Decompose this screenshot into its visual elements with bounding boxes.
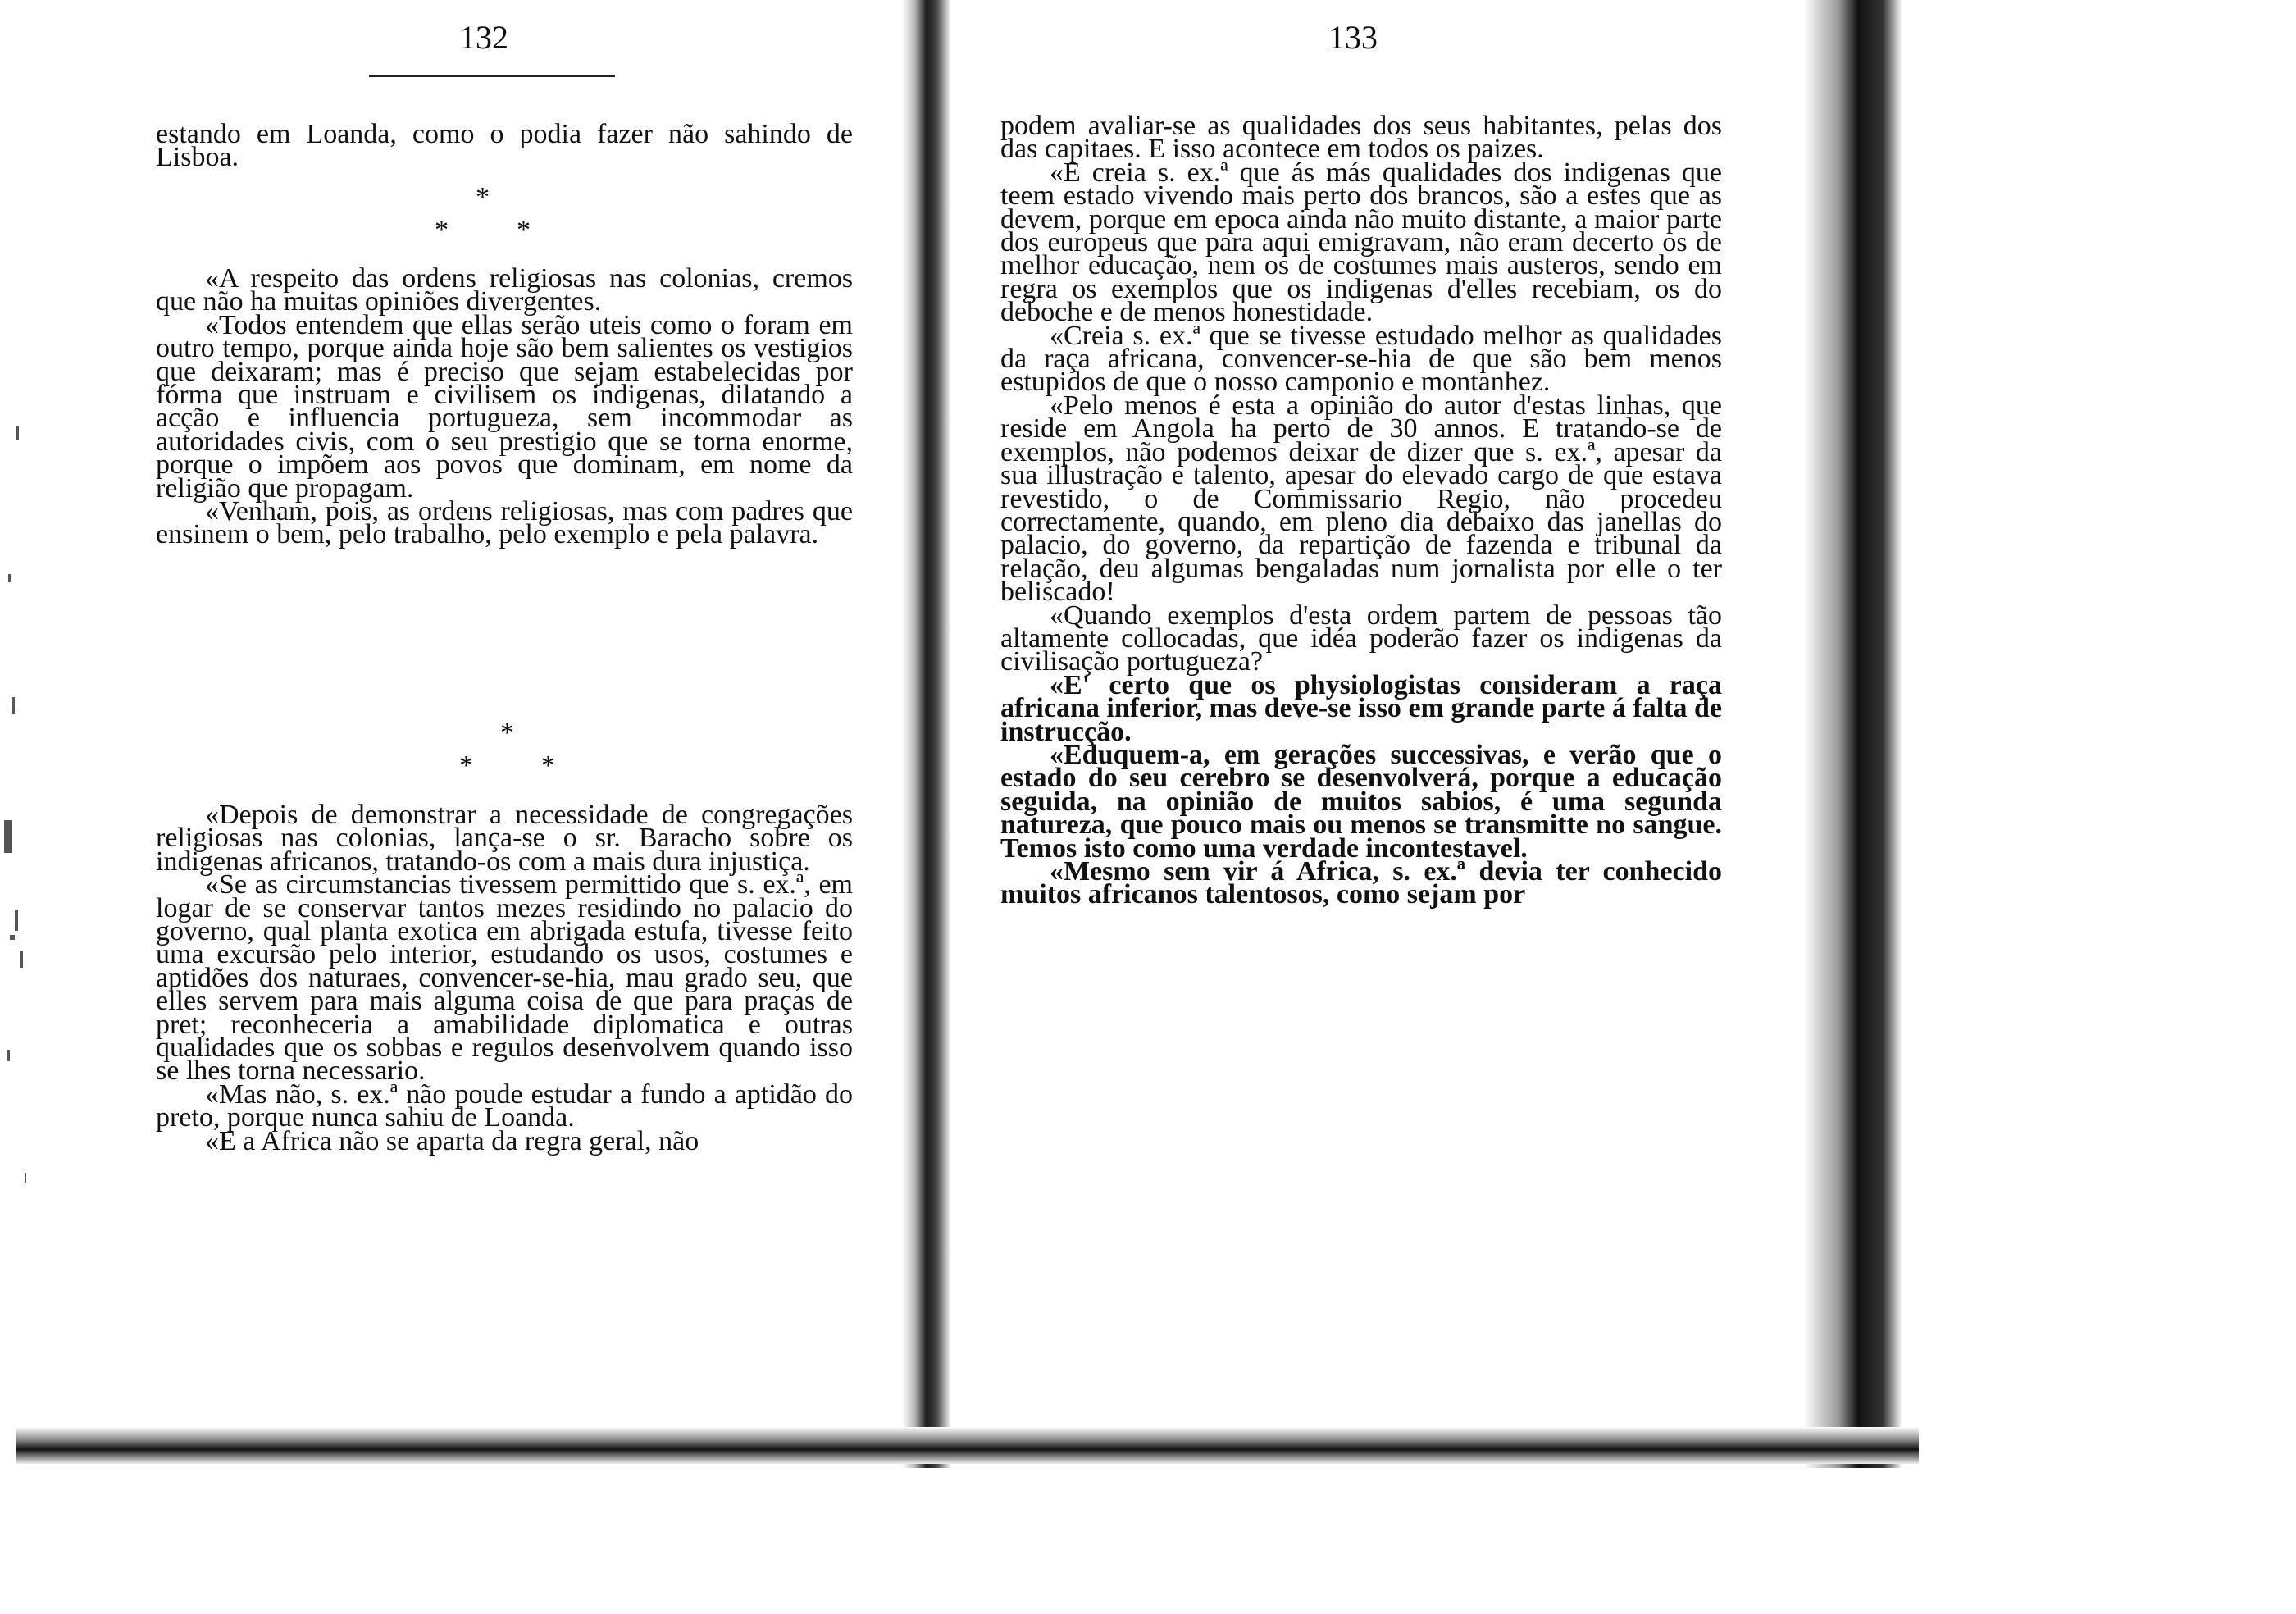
asterism-star: * (459, 750, 473, 781)
right-page-edge-shadow (1804, 0, 1902, 1468)
right-page (1000, 0, 1722, 1427)
paragraph: «Creia s. ex.ª que se tivesse estudado melhor as qualidades da raça africana, convencer-se-hia de que são bem menos estupidos de que o nosso camponio e montanhez. (1000, 320, 1722, 398)
asterism-star: * (435, 215, 449, 245)
paragraph: «Pelo menos é esta a opinião do autor d'estas linhas, que reside em Angola ha perto de 30 annos. E tratando-se de exemplos, não podemos deixar de dizer que s. ex.ª, apesar da sua illustração e talento, apesar do elevado cargo de que estava revestido, o de Commissario Regio, não procedeu correctamente, quando, em pleno dia debaixo das janellas do palacio, do governo, da repartição de fazenda e tribunal da relação, deu algumas bengaladas num jornalista por elle o ter beliscado! (1000, 390, 1722, 608)
paragraph: «Eduquem-a, em gerações successivas, e verão que o estado do seu cerebro se desenvolverá, porque a educação seguida, na opinião de muitos sabios, é uma segunda natureza, que pouco mais ou menos se transmitte no sangue. Temos isto como uma verdade incontestavel. (1000, 739, 1722, 864)
paragraph: «Mas não, s. ex.ª não poude estudar a fundo a aptidão do preto, porque nunca sahiu de Loanda. (156, 1078, 853, 1133)
left-page (156, 0, 853, 1427)
page-number: 133 (1328, 19, 1378, 56)
paragraph: «Quando exemplos d'esta ordem partem de pessoas tão altamente collocadas, que idéa poderão fazer os indigenas da civilisação portugueza? (1000, 600, 1722, 677)
book-gutter-shadow (902, 0, 951, 1468)
asterism-star: * (517, 215, 531, 245)
left-text-block-2 (156, 263, 853, 550)
asterism-star: * (541, 750, 555, 781)
paragraph: «A respeito das ordens religiosas nas colonias, cremos que não ha muitas opiniões divergentes. (156, 263, 853, 317)
left-text-block-3 (156, 800, 853, 1156)
page-number: 132 (459, 19, 508, 56)
asterism-star: * (500, 718, 514, 748)
paragraph: «Venham, pois, as ordens religiosas, mas com padres que ensinem o bem, pelo trabalho, pelo exemplo e pela palavra. (156, 496, 853, 550)
paragraph: «Mesmo sem vir á Africa, s. ex.ª devia ter conhecido muitos africanos talentosos, como sejam por (1000, 856, 1722, 910)
asterism-divider (459, 718, 623, 781)
paragraph: «E' certo que os physiologistas consideram a raça africana inferior, mas deve-se isso em grande parte á falta de instrucção. (1000, 669, 1722, 747)
scan-noise-left-margin (0, 410, 49, 1230)
left-text-block-1 (156, 119, 853, 173)
header-rule (369, 75, 615, 77)
paragraph: podem avaliar-se as qualidades dos seus habitantes, pelas dos das capitaes. E isso acontece em todos os paizes. (1000, 111, 1722, 165)
asterism-divider (435, 182, 599, 245)
paragraph: «Todos entendem que ellas serão uteis como o foram em outro tempo, porque ainda hoje são bem salientes os vestigios que deixaram; mas é preciso que sejam estabelecidas por fórma que instruam e civilisem os indigenas, dilatando a acção e influencia portugueza, sem incommodar as autoridades civis, com o seu prestigio que se torna enorme, porque o impõem aos povos que dominam, em nome da religião que propagam. (156, 309, 853, 504)
paragraph: «E a Africa não se aparta da regra geral, não (205, 1125, 699, 1156)
paragraph: «Se as circumstancias tivessem permittido que s. ex.ª, em logar de se conservar tantos mezes residindo no palacio do governo, qual planta exotica em abrigada estufa, tivesse feito uma excursão pelo interior, estudando os usos, costumes e aptidões dos naturaes, convencer-se-hia, mau grado seu, que elles servem para mais alguma coisa de que para praças de pret; reconheceria a amabilidade diplomatica e outras qualidades que os sobbas e regulos desenvolvem quando isso se lhes torna necessario. (156, 869, 853, 1087)
paragraph: «E creia s. ex.ª que ás más qualidades dos indigenas que teem estado vivendo mais perto dos brancos, são a estes que as devem, porque em epoca ainda não muito distante, a maior parte dos europeus que para aqui emigravam, não eram decerto os de melhor educação, nem os de costumes mais austeros, sendo em regra os exemplos que os indigenas d'elles recebiam, os do deboche e de menos honestidade. (1000, 157, 1722, 328)
asterism-star: * (476, 182, 490, 212)
paragraph: estando em Loanda, como o podia fazer não sahindo de Lisboa. (156, 119, 853, 173)
paragraph: «Depois de demonstrar a necessidade de congregações religiosas nas colonias, lança-se o sr. Baracho sobre os indigenas africanos, tratando-os com a mais dura injustiça. (156, 800, 853, 877)
bottom-page-edge-shadow (16, 1427, 1919, 1464)
right-text-block (1000, 111, 1722, 910)
